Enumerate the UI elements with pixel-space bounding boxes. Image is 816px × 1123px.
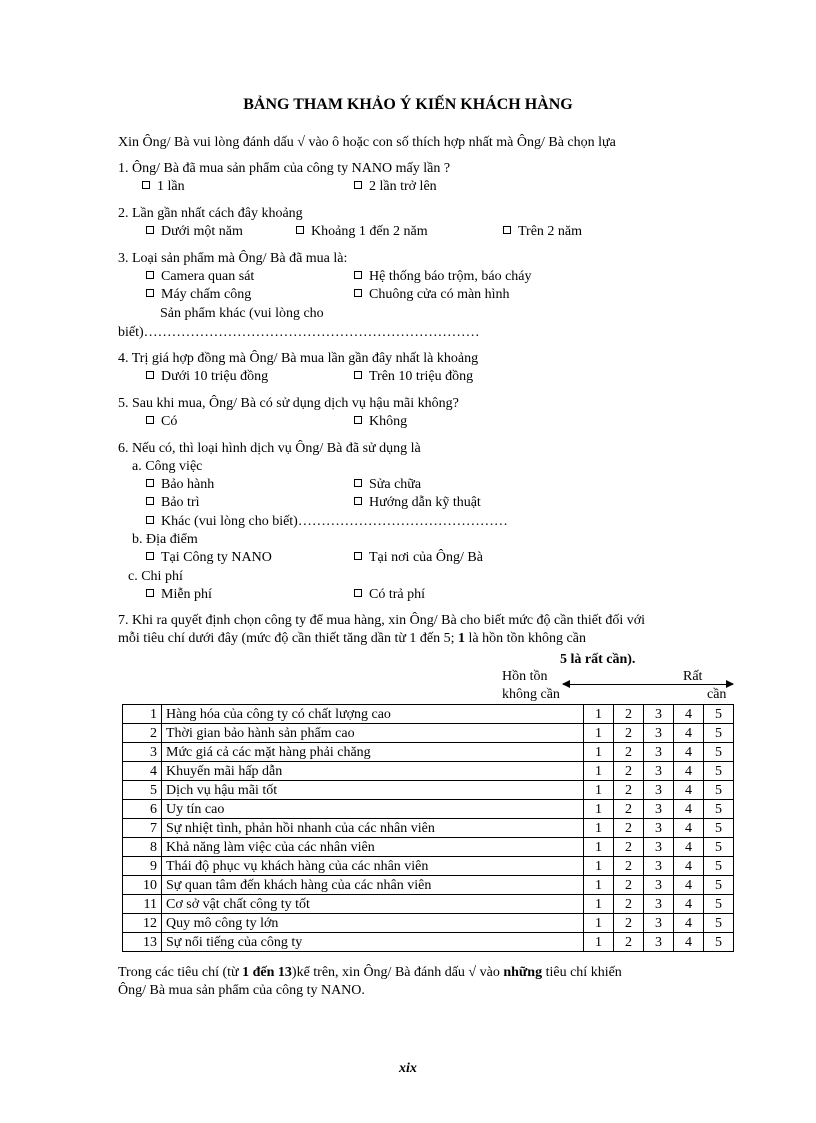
score-cell[interactable]: 5	[704, 895, 734, 914]
q5-option-2[interactable]: Không	[354, 413, 407, 430]
criterion-text: Sự quan tâm đến khách hàng của các nhân viên	[162, 876, 584, 895]
table-row	[123, 781, 734, 800]
score-cell[interactable]: 4	[674, 724, 704, 743]
score-cell[interactable]: 5	[704, 857, 734, 876]
score-cell[interactable]: 5	[704, 724, 734, 743]
score-cell[interactable]: 1	[584, 914, 614, 933]
scale-right-label-1: Rất	[683, 669, 703, 684]
score-cell[interactable]: 1	[584, 838, 614, 857]
q2-option-2[interactable]: Khoảng 1 đến 2 năm	[296, 223, 428, 240]
table-row	[123, 933, 734, 952]
score-cell[interactable]: 1	[584, 876, 614, 895]
table-row	[123, 914, 734, 933]
table-row	[123, 838, 734, 857]
criterion-text: Hàng hóa của công ty có chất lượng cao	[162, 705, 584, 724]
score-cell[interactable]: 2	[614, 800, 644, 819]
q6-a-option-4[interactable]: Hướng dẫn kỹ thuật	[354, 494, 481, 511]
table-row	[123, 876, 734, 895]
q6-b-option-2[interactable]: Tại nơi của Ông/ Bà	[354, 549, 483, 566]
table-row	[123, 857, 734, 876]
criterion-number: 11	[123, 895, 162, 914]
table-row	[123, 819, 734, 838]
score-cell[interactable]: 3	[644, 743, 674, 762]
q7-line2: mỗi tiêu chí dưới đây (mức độ cần thiết tăng dần từ 1 đến 5; 1 là hồn tồn không cần	[118, 631, 586, 646]
score-cell[interactable]: 2	[614, 876, 644, 895]
score-cell[interactable]: 4	[674, 876, 704, 895]
score-cell[interactable]: 5	[704, 800, 734, 819]
score-cell[interactable]: 4	[674, 838, 704, 857]
score-cell[interactable]: 2	[614, 705, 644, 724]
criterion-number: 9	[123, 857, 162, 876]
criterion-number: 4	[123, 762, 162, 781]
score-cell[interactable]: 4	[674, 705, 704, 724]
score-cell[interactable]: 4	[674, 762, 704, 781]
score-cell[interactable]: 4	[674, 800, 704, 819]
score-cell[interactable]: 4	[674, 781, 704, 800]
score-cell[interactable]: 1	[584, 895, 614, 914]
table-row	[123, 762, 734, 781]
score-cell[interactable]: 5	[704, 762, 734, 781]
q6-a-option-3[interactable]: Bảo trì	[146, 494, 200, 511]
score-cell[interactable]: 2	[614, 857, 644, 876]
score-cell[interactable]: 4	[674, 895, 704, 914]
score-cell[interactable]: 3	[644, 895, 674, 914]
q1-option-2[interactable]: 2 lần trở lên	[354, 178, 437, 195]
q4-text: 4. Trị giá hợp đồng mà Ông/ Bà mua lần gần đây nhất là khoảng	[118, 351, 479, 366]
score-cell[interactable]: 5	[704, 743, 734, 762]
criterion-number: 1	[123, 705, 162, 724]
q6-c-option-1[interactable]: Miễn phí	[146, 586, 212, 603]
q4-option-2[interactable]: Trên 10 triệu đồng	[354, 368, 473, 385]
score-cell[interactable]: 3	[644, 781, 674, 800]
score-cell[interactable]: 4	[674, 857, 704, 876]
closing-line1: Trong các tiêu chí (từ 1 đến 13)kể trên, xin Ông/ Bà đánh dấu √ vào những tiêu chí khiến	[118, 965, 622, 980]
q6-b-option-1[interactable]: Tại Công ty NANO	[146, 549, 272, 566]
score-cell[interactable]: 2	[614, 819, 644, 838]
table-row	[123, 800, 734, 819]
q7-line1: 7. Khi ra quyết định chọn công ty để mua hàng, xin Ông/ Bà cho biết mức độ cần thiết đối với	[118, 613, 646, 628]
score-cell[interactable]: 5	[704, 705, 734, 724]
criterion-text: Mức giá cả các mặt hàng phải chăng	[162, 743, 584, 762]
score-cell[interactable]: 1	[584, 743, 614, 762]
q3-other-label: Sản phẩm khác (vui lòng cho	[160, 306, 324, 321]
score-cell[interactable]: 2	[614, 933, 644, 952]
score-cell[interactable]: 3	[644, 762, 674, 781]
criterion-text: Quy mô công ty lớn	[162, 914, 584, 933]
q3-other-line[interactable]: biết)………………………………………………………………	[118, 325, 480, 340]
score-cell[interactable]: 3	[644, 914, 674, 933]
score-cell[interactable]: 2	[614, 762, 644, 781]
q6-c-label: c. Chi phí	[128, 569, 183, 584]
table-row	[123, 743, 734, 762]
score-cell[interactable]: 3	[644, 705, 674, 724]
page-title: BẢNG THAM KHẢO Ý KIẾN KHÁCH HÀNG	[243, 96, 573, 113]
score-cell[interactable]: 5	[704, 933, 734, 952]
q3-option-2[interactable]: Hệ thống báo trộm, báo cháy	[354, 268, 532, 285]
scale-left-label-1: Hồn tồn	[502, 669, 548, 684]
q6-text: 6. Nếu có, thì loại hình dịch vụ Ông/ Bà đã sử dụng là	[118, 441, 421, 456]
score-cell[interactable]: 3	[644, 724, 674, 743]
criterion-text: Thời gian bảo hành sản phẩm cao	[162, 724, 584, 743]
score-cell[interactable]: 1	[584, 705, 614, 724]
criterion-number: 6	[123, 800, 162, 819]
criterion-text: Khuyến mãi hấp dẫn	[162, 762, 584, 781]
score-cell[interactable]: 3	[644, 933, 674, 952]
score-cell[interactable]: 5	[704, 819, 734, 838]
q7-line3: 5 là rất cần).	[560, 652, 636, 667]
intro-text: Xin Ông/ Bà vui lòng đánh dấu √ vào ô hoặc con số thích hợp nhất mà Ông/ Bà chọn lựa	[118, 135, 616, 150]
criterion-number: 12	[123, 914, 162, 933]
q5-text: 5. Sau khi mua, Ông/ Bà có sử dụng dịch vụ hậu mãi không?	[118, 396, 459, 411]
criterion-text: Cơ sở vật chất công ty tốt	[162, 895, 584, 914]
score-cell[interactable]: 2	[614, 838, 644, 857]
q3-option-4[interactable]: Chuông cửa có màn hình	[354, 286, 510, 303]
table-row	[123, 895, 734, 914]
criterion-text: Sự nhiệt tình, phản hồi nhanh của các nhân viên	[162, 819, 584, 838]
score-cell[interactable]: 3	[644, 800, 674, 819]
criterion-number: 3	[123, 743, 162, 762]
table-row	[123, 724, 734, 743]
table-row	[123, 705, 734, 724]
criterion-text: Thái độ phục vụ khách hàng của các nhân viên	[162, 857, 584, 876]
score-cell[interactable]: 3	[644, 857, 674, 876]
score-cell[interactable]: 2	[614, 914, 644, 933]
q2-option-1[interactable]: Dưới một năm	[146, 223, 243, 240]
criterion-text: Dịch vụ hậu mãi tốt	[162, 781, 584, 800]
q6-a-label: a. Công việc	[132, 459, 203, 474]
page-number: xix	[399, 1061, 417, 1076]
criterion-number: 2	[123, 724, 162, 743]
scale-right-label-2: cần	[707, 687, 727, 702]
score-cell[interactable]: 1	[584, 857, 614, 876]
score-cell[interactable]: 2	[614, 781, 644, 800]
criterion-number: 5	[123, 781, 162, 800]
q4-option-1[interactable]: Dưới 10 triệu đồng	[146, 368, 268, 385]
q5-option-1[interactable]: Có	[146, 413, 177, 430]
score-cell[interactable]: 5	[704, 914, 734, 933]
q1-option-1[interactable]: 1 lần	[142, 178, 185, 195]
criterion-text: Sự nổi tiếng của công ty	[162, 933, 584, 952]
scale-arrow-icon	[563, 684, 733, 685]
score-cell[interactable]: 3	[644, 819, 674, 838]
q6-a-option-1[interactable]: Bảo hành	[146, 476, 214, 493]
score-cell[interactable]: 5	[704, 781, 734, 800]
score-cell[interactable]: 4	[674, 914, 704, 933]
score-cell[interactable]: 4	[674, 819, 704, 838]
criterion-number: 7	[123, 819, 162, 838]
q2-text: 2. Lần gần nhất cách đây khoảng	[118, 206, 303, 221]
q3-text: 3. Loại sản phẩm mà Ông/ Bà đã mua là:	[118, 251, 348, 266]
q3-option-1[interactable]: Camera quan sát	[146, 268, 254, 285]
q1-text: 1. Ông/ Bà đã mua sản phẩm của công ty NANO mấy lần ?	[118, 161, 451, 176]
q6-c-option-2[interactable]: Có trả phí	[354, 586, 425, 603]
score-cell[interactable]: 1	[584, 933, 614, 952]
q3-option-3[interactable]: Máy chấm công	[146, 286, 251, 303]
q6-a-option-5[interactable]: Khác (vui lòng cho biết)………………………………………	[146, 513, 508, 530]
score-cell[interactable]: 4	[674, 933, 704, 952]
score-cell[interactable]: 3	[644, 838, 674, 857]
criterion-text: Khả năng làm việc của các nhân viên	[162, 838, 584, 857]
score-cell[interactable]: 3	[644, 876, 674, 895]
score-cell[interactable]: 1	[584, 724, 614, 743]
score-cell[interactable]: 1	[584, 800, 614, 819]
score-cell[interactable]: 1	[584, 762, 614, 781]
closing-line2: Ông/ Bà mua sản phẩm của công ty NANO.	[118, 983, 365, 998]
score-cell[interactable]: 2	[614, 743, 644, 762]
score-cell[interactable]: 4	[674, 743, 704, 762]
criteria-table	[122, 704, 734, 952]
q6-a-option-2[interactable]: Sửa chữa	[354, 476, 421, 493]
score-cell[interactable]: 2	[614, 724, 644, 743]
score-cell[interactable]: 5	[704, 838, 734, 857]
criterion-number: 10	[123, 876, 162, 895]
score-cell[interactable]: 5	[704, 876, 734, 895]
q2-option-3[interactable]: Trên 2 năm	[503, 223, 582, 240]
score-cell[interactable]: 1	[584, 819, 614, 838]
score-cell[interactable]: 2	[614, 895, 644, 914]
scale-left-label-2: không cần	[502, 687, 560, 702]
criterion-number: 13	[123, 933, 162, 952]
score-cell[interactable]: 1	[584, 781, 614, 800]
q6-b-label: b. Địa điểm	[132, 532, 198, 547]
criterion-text: Uy tín cao	[162, 800, 584, 819]
criterion-number: 8	[123, 838, 162, 857]
